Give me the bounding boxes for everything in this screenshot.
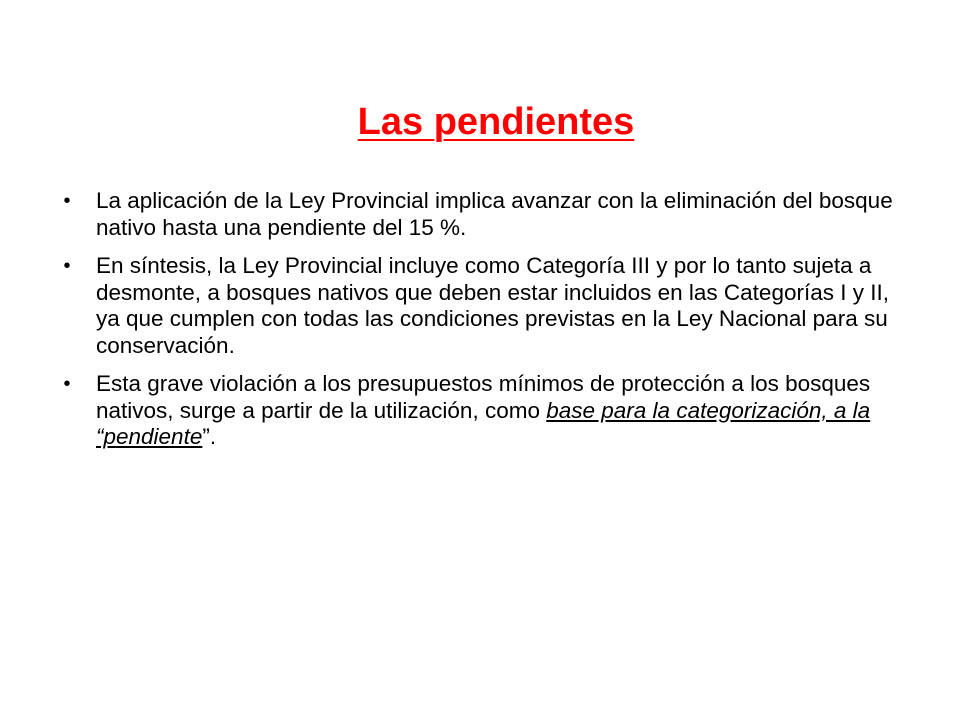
- bullet-dot-icon: •: [63, 255, 71, 277]
- bullet-dot-icon: •: [63, 373, 71, 395]
- emphasized-phrase: base para la categorización, a la “pendiente: [96, 397, 871, 449]
- bullet-item: [60, 188, 900, 241]
- bullet-text: [96, 371, 870, 449]
- bullet-item: [60, 253, 900, 359]
- slide-title: Las pendientes: [357, 101, 635, 143]
- bullet-text-tail: ”.: [202, 424, 217, 449]
- bullet-text: En síntesis, la Ley Provincial incluye como Categoría III y por lo tanto sujeta a desmonte, a bosques nativos que deben estar incluidos en las Categorías I y II, ya que cumplen con todas las condiciones previstas en la Ley Nacional para su conservación.: [96, 253, 889, 358]
- bullet-text-lead: Esta grave violación a los presupuestos mínimos de protección a los bosques nativos, surge a partir de la utilización, como: [96, 371, 871, 423]
- bullet-text: La aplicación de la Ley Provincial implica avanzar con la eliminación del bosque nativo hasta una pendiente del 15 %.: [96, 188, 893, 240]
- bullet-item: [60, 371, 900, 451]
- bullet-dot-icon: •: [63, 190, 71, 212]
- bullet-list: [60, 188, 900, 463]
